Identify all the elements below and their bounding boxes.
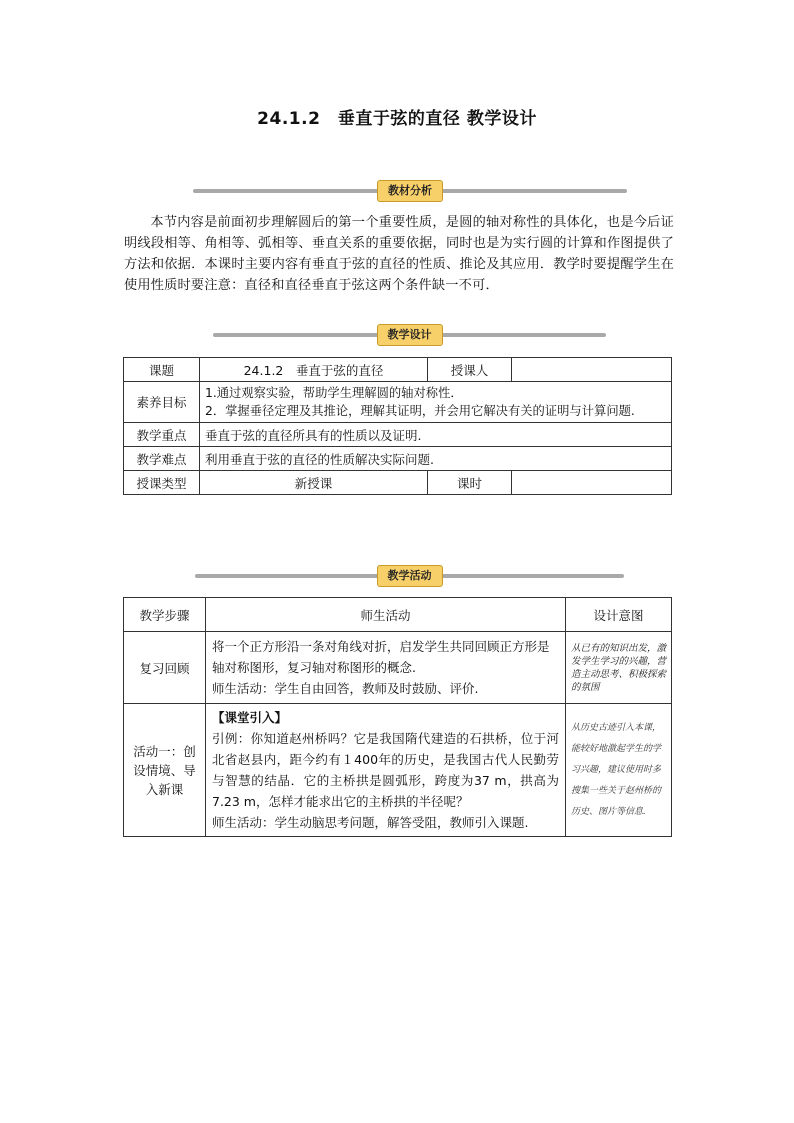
- table-row: [124, 358, 672, 382]
- banner-label: 教学设计: [377, 324, 443, 346]
- header-activity: 师生活动: [206, 598, 566, 632]
- review-activity: [206, 632, 566, 704]
- table-row: [124, 632, 672, 704]
- header-step: 教学步骤: [124, 598, 206, 632]
- difficulty-label: 教学难点: [124, 447, 200, 471]
- teacher-value: [512, 358, 672, 382]
- topic-value: 24.1.2 垂直于弦的直径: [200, 358, 428, 382]
- act1-intent: 从历史古迹引入本课，能较好地激起学生的学习兴趣，建议使用时多搜集一些关于赵州桥的历史、图片等信息.: [566, 704, 672, 837]
- act1-step: 活动一：创设情境、导入新课: [124, 704, 206, 837]
- document-title: 24.1.2 垂直于弦的直径 教学设计: [257, 109, 537, 129]
- review-line-1: 将一个正方形沿一条对角线对折，启发学生共同回顾正方形是轴对称图形，复习轴对称图形的概念.: [212, 639, 550, 675]
- goal-line-1: 1.通过观察实验，帮助学生理解圆的轴对称性．: [205, 386, 463, 400]
- review-intent: 从已有的知识出发，激发学生学习的兴趣，营造主动思考、积极探索的氛围: [566, 632, 672, 704]
- activity-table: [123, 597, 672, 837]
- section-banner-activity: [195, 565, 624, 587]
- type-value: 新授课: [200, 471, 428, 495]
- goals-value: [200, 382, 672, 423]
- review-line-2: 师生活动：学生自由回答，教师及时鼓励、评价.: [212, 681, 479, 696]
- act1-line-1: 引例：你知道赵州桥吗？它是我国隋代建造的石拱桥，位于河北省赵县内，距今约有１400年的历史，是我国古代人民勤劳与智慧的结晶．它的主桥拱是圆弧形，跨度为37 m，拱高为 7.23 m，怎样才能求出它的主桥拱的半径呢？: [212, 731, 559, 809]
- act1-activity: [206, 704, 566, 837]
- difficulty-value: 利用垂直于弦的直径的性质解决实际问题.: [200, 447, 672, 471]
- key-label: 教学重点: [124, 423, 200, 447]
- hours-value: [512, 471, 672, 495]
- hours-label: 课时: [428, 471, 512, 495]
- goals-label: 素养目标: [124, 382, 200, 423]
- table-row: [124, 598, 672, 632]
- teacher-label: 授课人: [428, 358, 512, 382]
- review-step: 复习回顾: [124, 632, 206, 704]
- section-banner-design: [213, 324, 606, 346]
- type-label: 授课类型: [124, 471, 200, 495]
- act1-heading: 【课堂引入】: [212, 710, 288, 725]
- topic-label: 课题: [124, 358, 200, 382]
- table-row: [124, 382, 672, 423]
- header-intent: 设计意图: [566, 598, 672, 632]
- goal-line-2: 2．掌握垂径定理及其推论，理解其证明，并会用它解决有关的证明与计算问题.: [205, 404, 635, 418]
- act1-line-2: 师生活动：学生动脑思考问题，解答受阻，教师引入课题.: [212, 815, 529, 830]
- banner-label: 教学活动: [377, 565, 443, 587]
- key-value: 垂直于弦的直径所具有的性质以及证明.: [200, 423, 672, 447]
- table-row: [124, 447, 672, 471]
- analysis-paragraph: 本节内容是前面初步理解圆后的第一个重要性质，是圆的轴对称性的具体化，也是今后证明线段相等、角相等、弧相等、垂直关系的重要依据，同时也是为实行圆的计算和作图提供了方法和依据．本课时主要内容有垂直于弦的直径的性质、推论及其应用．教学时要提醒学生在使用性质时要注意：直径和直径垂直于弦这两个条件缺一不可．: [124, 215, 674, 293]
- section-banner-analysis: [193, 180, 627, 202]
- banner-label: 教材分析: [377, 180, 443, 202]
- table-row: [124, 423, 672, 447]
- table-row: [124, 704, 672, 837]
- design-table: [123, 357, 672, 495]
- table-row: [124, 471, 672, 495]
